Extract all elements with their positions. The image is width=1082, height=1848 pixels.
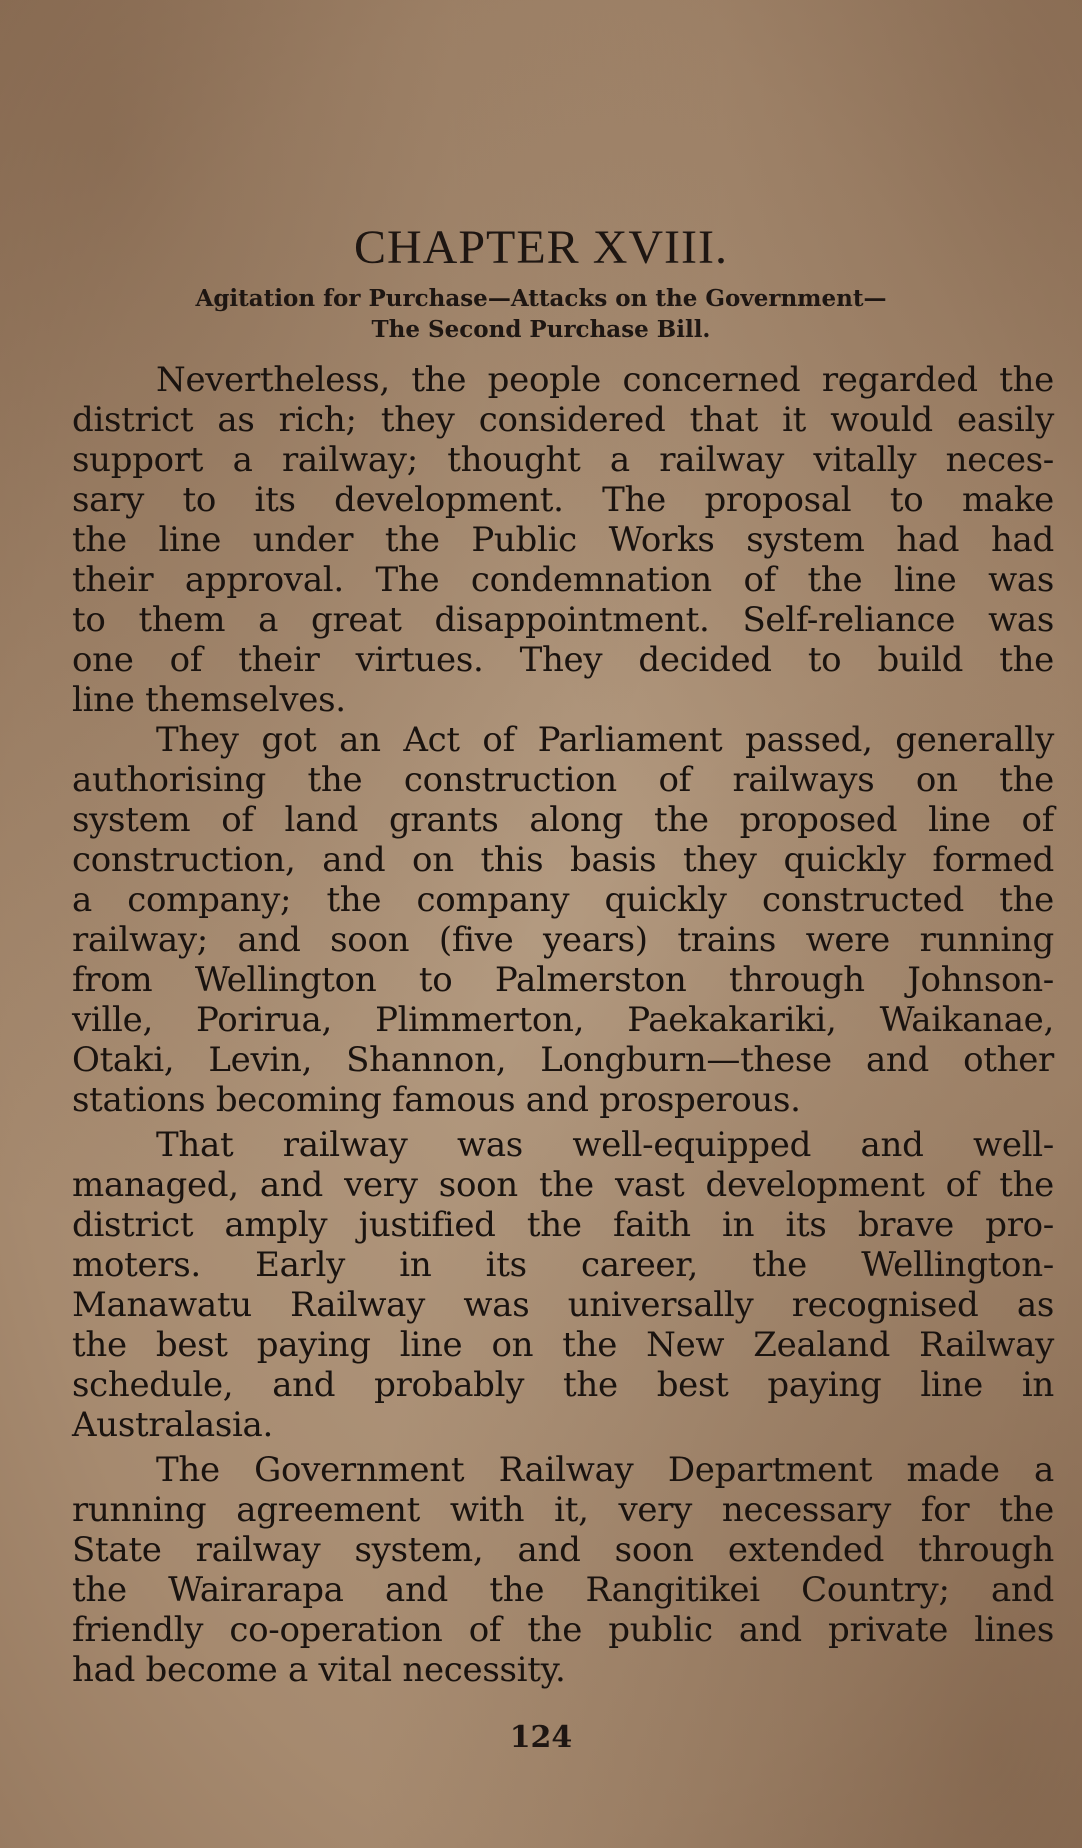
text-line: district amply justified the faith in its brave pro- — [72, 1205, 1054, 1245]
text-line: They got an Act of Parliament passed, generally — [156, 720, 1054, 760]
text-line: from Wellington to Palmerston through Johnson- — [72, 960, 1054, 1000]
text-line: support a railway; thought a railway vitally neces- — [72, 440, 1054, 480]
text-line: stations becoming famous and prosperous. — [72, 1080, 801, 1120]
text-line: their approval. The condemnation of the line was — [72, 560, 1054, 600]
text-line: sary to its development. The proposal to make — [72, 480, 1054, 520]
text-line: railway; and soon (five years) trains were running — [72, 920, 1054, 960]
text-line: The Government Railway Department made a — [156, 1450, 1054, 1490]
text-line: to them a great disappointment. Self-reliance was — [72, 600, 1054, 640]
text-line: managed, and very soon the vast development of the — [72, 1165, 1054, 1205]
page-number: 124 — [509, 1720, 573, 1755]
text-line: Otaki, Levin, Shannon, Longburn—these and other — [72, 1040, 1054, 1080]
text-line: Nevertheless, the people concerned regarded the — [156, 360, 1054, 400]
chapter-subtitle-line-1: Agitation for Purchase—Attacks on the Government— — [195, 285, 887, 312]
text-line: moters. Early in its career, the Wellington- — [72, 1245, 1054, 1285]
text-line: friendly co-operation of the public and private lines — [72, 1610, 1054, 1650]
text-line: Manawatu Railway was universally recognised as — [72, 1285, 1054, 1325]
chapter-title: CHAPTER XVIII. — [354, 221, 728, 274]
text-line: ville, Porirua, Plimmerton, Paekakariki, Waikanae, — [72, 1000, 1054, 1040]
chapter-subtitle-line-2: The Second Purchase Bill. — [371, 316, 711, 343]
text-line: the Wairarapa and the Rangitikei Country; and — [72, 1570, 1054, 1610]
text-line: State railway system, and soon extended through — [72, 1530, 1054, 1570]
text-line: construction, and on this basis they quickly formed — [72, 840, 1054, 880]
text-line: authorising the construction of railways on the — [72, 760, 1054, 800]
text-line: line themselves. — [72, 680, 346, 720]
text-line: running agreement with it, very necessary for the — [72, 1490, 1054, 1530]
text-line: Australasia. — [72, 1405, 274, 1445]
text-line: a company; the company quickly constructed the — [72, 880, 1054, 920]
text-line: had become a vital necessity. — [72, 1650, 566, 1690]
text-line: one of their virtues. They decided to build the — [72, 640, 1054, 680]
text-line: system of land grants along the proposed line of — [72, 800, 1054, 840]
text-line: district as rich; they considered that it would easily — [72, 400, 1054, 440]
text-line: the best paying line on the New Zealand Railway — [72, 1325, 1054, 1365]
text-line: That railway was well-equipped and well- — [156, 1125, 1054, 1165]
text-line: schedule, and probably the best paying line in — [72, 1365, 1054, 1405]
text-line: the line under the Public Works system had had — [72, 520, 1054, 560]
